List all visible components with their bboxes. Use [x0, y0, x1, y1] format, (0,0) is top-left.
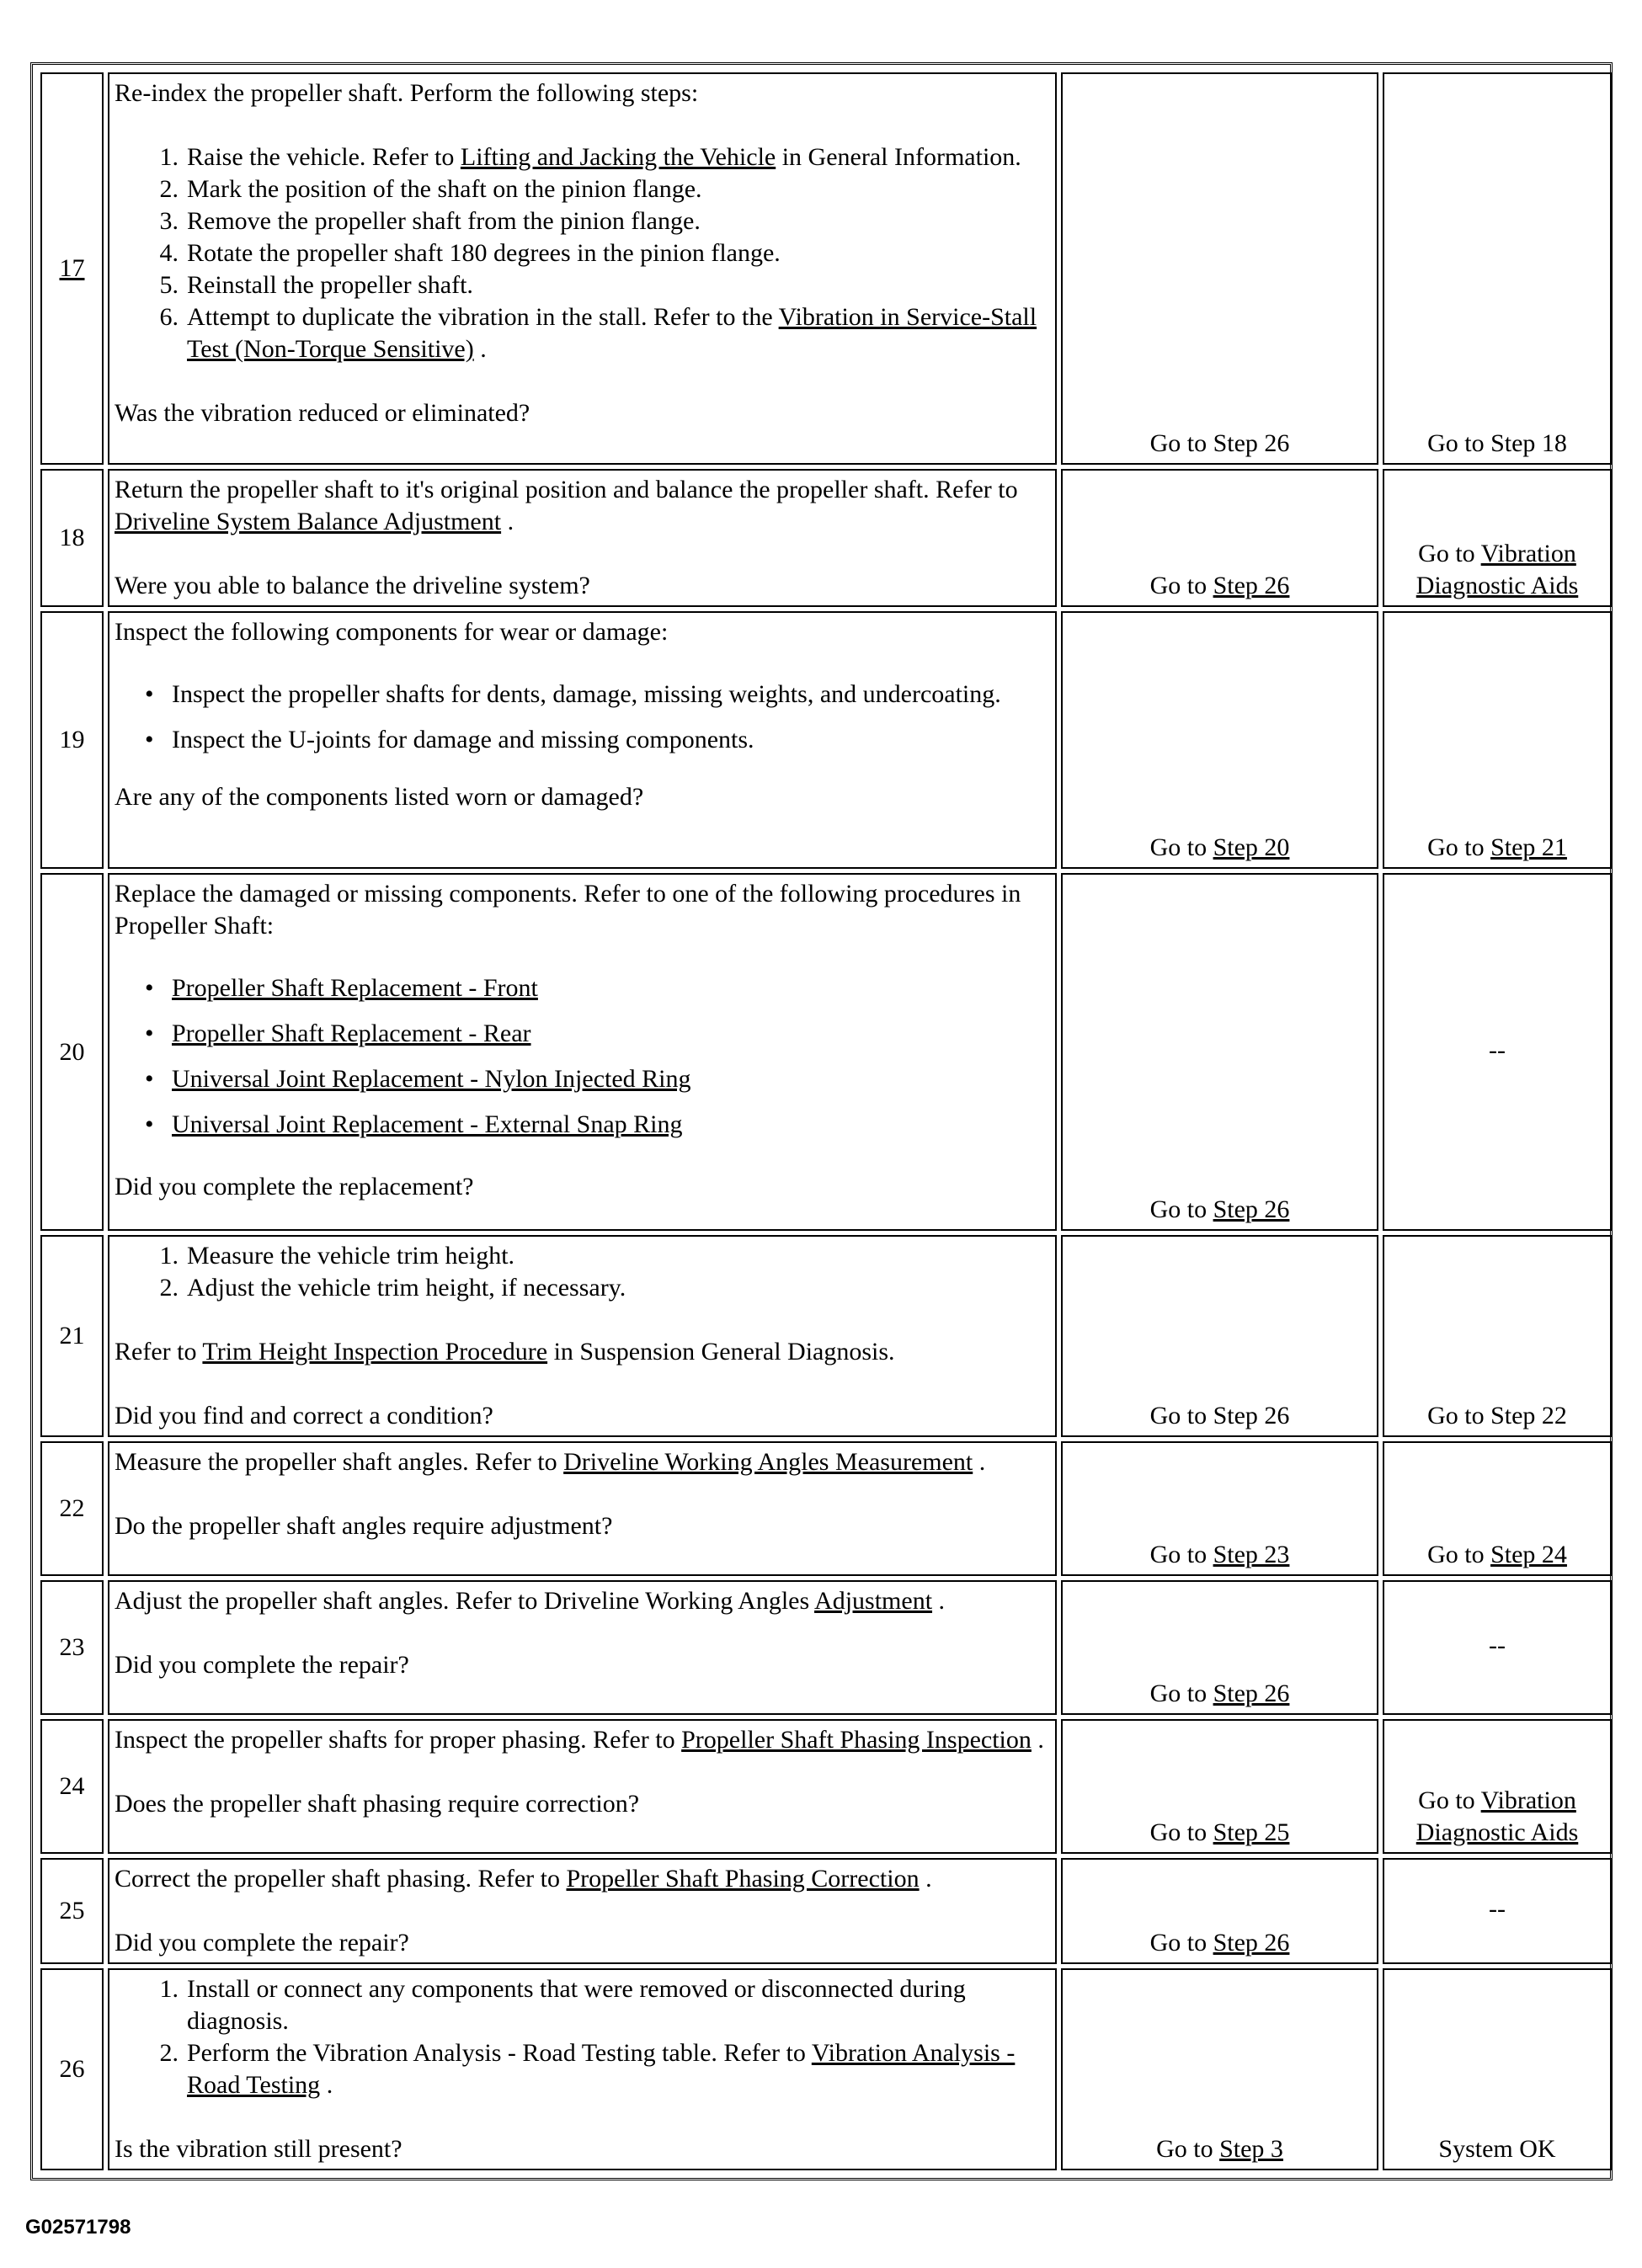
step-number: 18	[40, 469, 104, 607]
step-question: Did you complete the replacement?	[115, 1173, 474, 1201]
step-question: Were you able to balance the driveline system?	[115, 572, 590, 599]
no-cell: Go to Step 22	[1383, 1235, 1612, 1437]
table-row	[40, 1968, 1612, 2170]
step-number: 26	[40, 1968, 104, 2170]
list-item: • Universal Joint Replacement - External Snap Ring	[145, 1110, 683, 1138]
table-row	[40, 1580, 1612, 1715]
go-to-step-21-link[interactable]: Step 21	[1490, 833, 1567, 861]
bullet-list	[115, 972, 1050, 1141]
no-cell: Go to Vibration Diagnostic Aids	[1383, 469, 1612, 607]
go-to-step-3-link[interactable]: Step 3	[1219, 2135, 1283, 2163]
action-cell: Inspect the propeller shafts for proper phasing. Refer to Propeller Shaft Phasing Inspection . Does the propeller shaft phasing require correction?	[108, 1719, 1057, 1854]
table-row	[40, 1441, 1612, 1576]
step-number: 25	[40, 1858, 104, 1964]
yes-cell: Go to Step 26	[1061, 1580, 1378, 1715]
table-row	[40, 1235, 1612, 1437]
list-item: • Propeller Shaft Replacement - Rear	[145, 1020, 531, 1047]
table-row	[40, 873, 1612, 1231]
go-to-step-26-link[interactable]: Step 26	[1213, 1929, 1290, 1957]
go-to-step-26-link[interactable]: Step 26	[1213, 572, 1290, 599]
figure-id: G02571798	[25, 2216, 131, 2239]
phasing-inspection-link[interactable]: Propeller Shaft Phasing Inspection	[681, 1726, 1032, 1754]
step-17-link[interactable]: 17	[59, 254, 85, 282]
no-cell: Go to Step 24	[1383, 1441, 1612, 1576]
no-cell: Go to Vibration Diagnostic Aids	[1383, 1719, 1612, 1854]
no-cell: --	[1383, 873, 1612, 1231]
step-question: Was the vibration reduced or eliminated?	[115, 399, 530, 427]
phasing-correction-link[interactable]: Propeller Shaft Phasing Correction	[566, 1865, 920, 1893]
go-to-step-25-link[interactable]: Step 25	[1213, 1818, 1290, 1846]
list-item: • Propeller Shaft Replacement - Front	[145, 974, 538, 1002]
list-item: 1. Measure the vehicle trim height.	[159, 1242, 515, 1270]
list-item: 4. Rotate the propeller shaft 180 degrees in the pinion flange.	[159, 239, 781, 267]
step-question: Did you find and correct a condition?	[115, 1402, 493, 1429]
go-to-step-23-link[interactable]: Step 23	[1213, 1541, 1290, 1568]
table-row	[40, 1719, 1612, 1854]
numbered-list	[115, 1240, 1050, 1304]
front-shaft-replacement-link[interactable]: Propeller Shaft Replacement - Front	[172, 974, 538, 1002]
yes-cell: Go to Step 26	[1061, 1235, 1378, 1437]
action-cell	[108, 873, 1057, 1231]
list-item: 1. Raise the vehicle. Refer to Lifting and Jacking the Vehicle in General Information.	[159, 143, 1021, 171]
step-question: Did you complete the repair?	[115, 1929, 409, 1957]
list-item: 5. Reinstall the propeller shaft.	[159, 271, 473, 299]
list-item: 3. Remove the propeller shaft from the pinion flange.	[159, 207, 701, 235]
yes-cell: Go to Step 26	[1061, 1858, 1378, 1964]
trim-height-link[interactable]: Trim Height Inspection Procedure	[202, 1338, 548, 1366]
step-number: 20	[40, 873, 104, 1231]
ujoint-nylon-ring-link[interactable]: Universal Joint Replacement - Nylon Injected Ring	[172, 1065, 691, 1093]
step-question: Is the vibration still present?	[115, 2135, 403, 2163]
bullet-list	[115, 679, 1050, 756]
lifting-jacking-link[interactable]: Lifting and Jacking the Vehicle	[460, 143, 776, 171]
yes-cell: Go to Step 3	[1061, 1968, 1378, 2170]
action-cell	[108, 611, 1057, 869]
table-row	[40, 1858, 1612, 1964]
list-item: • Universal Joint Replacement - Nylon Injected Ring	[145, 1065, 691, 1093]
step-question: Are any of the components listed worn or damaged?	[115, 783, 644, 811]
list-item: • Inspect the U-joints for damage and missing components.	[145, 726, 754, 753]
diagnostic-table-frame	[30, 62, 1613, 2180]
go-to-step-26-link[interactable]: Step 26	[1213, 1680, 1290, 1707]
vibration-diagnostic-aids-link[interactable]: Vibration Diagnostic Aids	[1415, 540, 1579, 599]
list-item: 1. Install or connect any components that were removed or disconnected during diagnosis.	[159, 1975, 966, 2035]
go-to-step-26-link[interactable]: Step 26	[1213, 1195, 1290, 1223]
step-number: 22	[40, 1441, 104, 1576]
step-number: 23	[40, 1580, 104, 1715]
no-cell: --	[1383, 1580, 1612, 1715]
action-cell: Return the propeller shaft to it's original position and balance the propeller shaft. Refer to Driveline System Balance Adjustment . Were you able to balance the driveline system?	[108, 469, 1057, 607]
list-item: 2. Mark the position of the shaft on the pinion flange.	[159, 175, 702, 203]
no-cell: Go to Step 21	[1383, 611, 1612, 869]
no-cell: --	[1383, 1858, 1612, 1964]
step-number: 19	[40, 611, 104, 869]
yes-cell: Go to Step 26	[1061, 72, 1378, 465]
action-cell: Correct the propeller shaft phasing. Refer to Propeller Shaft Phasing Correction . Did you complete the repair?	[108, 1858, 1057, 1964]
ujoint-snap-ring-link[interactable]: Universal Joint Replacement - External Snap Ring	[172, 1110, 683, 1138]
step-question: Does the propeller shaft phasing require correction?	[115, 1790, 640, 1818]
table-row	[40, 611, 1612, 869]
action-cell	[108, 72, 1057, 465]
yes-cell: Go to Step 26	[1061, 469, 1378, 607]
action-cell: Adjust the propeller shaft angles. Refer to Driveline Working Angles Adjustment . Did you complete the repair?	[108, 1580, 1057, 1715]
go-to-step-20-link[interactable]: Step 20	[1213, 833, 1290, 861]
yes-cell: Go to Step 20	[1061, 611, 1378, 869]
step-intro: Re-index the propeller shaft. Perform the following steps:	[115, 79, 699, 107]
stall-test-link[interactable]: Vibration in Service-Stall Test (Non-Torque Sensitive)	[187, 303, 1037, 363]
step-intro: Replace the damaged or missing components. Refer to one of the following procedures in Propeller Shaft:	[115, 880, 1021, 940]
numbered-list	[115, 1973, 1050, 2101]
step-number: 24	[40, 1719, 104, 1854]
yes-cell: Go to Step 25	[1061, 1719, 1378, 1854]
action-cell: 1. Measure the vehicle trim height. 2. Adjust the vehicle trim height, if necessary. Refer to Trim Height Inspection Procedure in Suspension General Diagnosis. Did you find and correct a condition?	[108, 1235, 1057, 1437]
road-testing-link[interactable]: Vibration Analysis - Road Testing	[187, 2039, 1016, 2099]
list-item: • Inspect the propeller shafts for dents, damage, missing weights, and undercoating.	[145, 680, 1001, 708]
step-number: 21	[40, 1235, 104, 1437]
step-number[interactable]	[40, 72, 104, 465]
yes-cell: Go to Step 26	[1061, 873, 1378, 1231]
table-row	[40, 72, 1612, 465]
vibration-diagnostic-aids-link[interactable]: Vibration Diagnostic Aids	[1415, 1786, 1579, 1846]
list-item: 2. Adjust the vehicle trim height, if necessary.	[159, 1274, 626, 1302]
no-cell: Go to Step 18	[1383, 72, 1612, 465]
list-item: 2. Perform the Vibration Analysis - Road Testing table. Refer to Vibration Analysis - Road Testing .	[159, 2039, 1016, 2099]
no-cell: System OK	[1383, 1968, 1612, 2170]
table-row	[40, 469, 1612, 607]
action-cell: Measure the propeller shaft angles. Refer to Driveline Working Angles Measurement . Do the propeller shaft angles require adjustment?	[108, 1441, 1057, 1576]
rear-shaft-replacement-link[interactable]: Propeller Shaft Replacement - Rear	[172, 1020, 531, 1047]
step-question: Do the propeller shaft angles require adjustment?	[115, 1512, 613, 1540]
diagnostic-steps-table	[36, 68, 1616, 2175]
numbered-list	[115, 141, 1050, 365]
list-item: 6. Attempt to duplicate the vibration in the stall. Refer to the Vibration in Service-Stall Test (Non-Torque Sensitive) .	[159, 303, 1037, 363]
balance-adjustment-link[interactable]: Driveline System Balance Adjustment	[115, 508, 502, 535]
working-angles-measurement-link[interactable]: Driveline Working Angles Measurement	[563, 1448, 973, 1476]
action-cell	[108, 1968, 1057, 2170]
working-angles-adjustment-link[interactable]: Adjustment	[814, 1587, 933, 1615]
go-to-step-24-link[interactable]: Step 24	[1490, 1541, 1567, 1568]
step-question: Did you complete the repair?	[115, 1651, 409, 1679]
step-intro: Inspect the following components for wear or damage:	[115, 618, 669, 646]
yes-cell: Go to Step 23	[1061, 1441, 1378, 1576]
